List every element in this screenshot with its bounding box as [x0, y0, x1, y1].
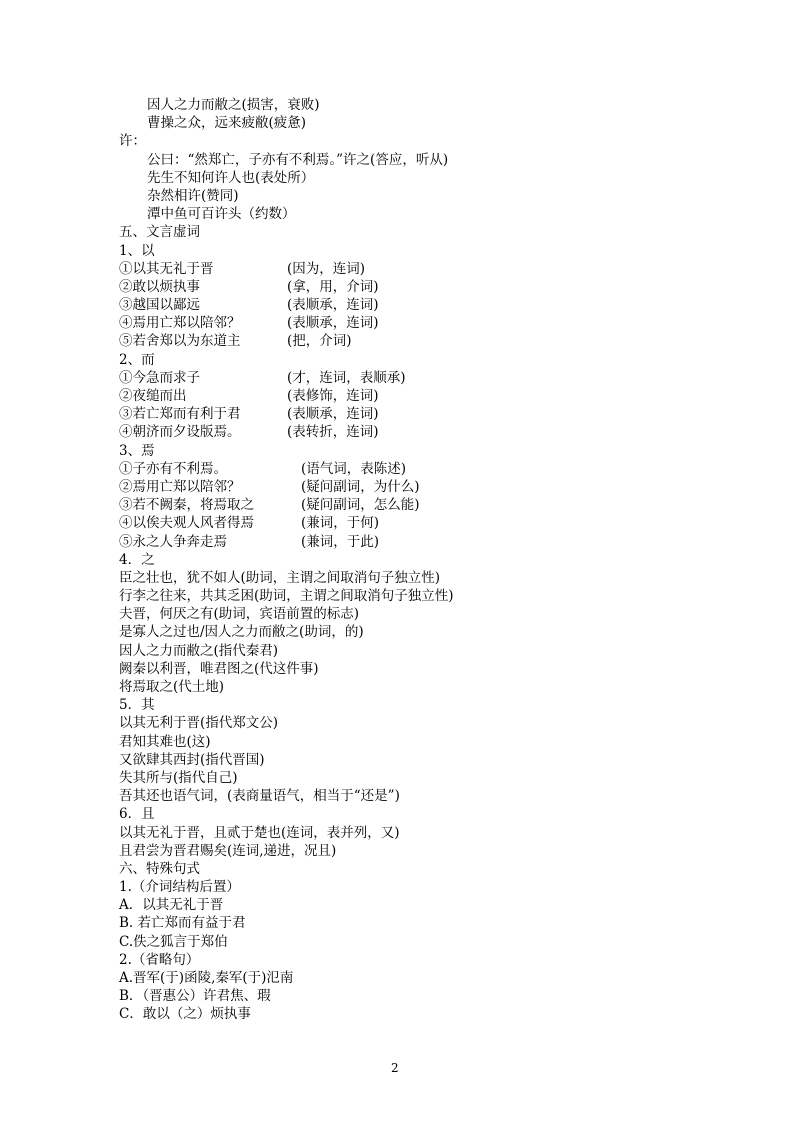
text-line: 夫晋，何厌之有(助词，宾语前置的标志) [119, 606, 360, 623]
text-line: 杂然相许(赞同) [147, 187, 239, 204]
subsection-heading: 2、而 [119, 351, 155, 368]
list-item [119, 314, 719, 332]
text-line: 因人之力而敝之(损害，衰败) [147, 97, 320, 113]
example-sentence: ④朝济而夕设版焉。 [119, 424, 241, 441]
text-line: 是寡人之过也/因人之力而敝之(助词，的) [119, 624, 364, 641]
list-item [119, 496, 719, 514]
list-item [119, 423, 719, 441]
text-line: B．（晋惠公）许君焦、瑕 [119, 988, 271, 1005]
example-sentence: ④焉用亡郑以陪邻？ [119, 315, 241, 332]
subsection-heading: 3、焉 [119, 442, 155, 459]
text-line: 且君尝为晋君赐矣(连词,递进，况且) [119, 842, 337, 859]
text-line: 吾其还也语气词，(表商量语气，相当于“还是”) [119, 788, 400, 805]
list-item [119, 460, 719, 478]
text-line: 失其所与(指代自己) [119, 769, 238, 786]
text-line: C.佚之狐言于郑伯 [119, 933, 228, 950]
section-heading: 六、特殊句式 [119, 860, 200, 877]
example-sentence: ③若不阙秦，将焉取之 [119, 497, 254, 514]
subsection-heading: 4．之 [119, 551, 155, 568]
list-item [119, 332, 719, 350]
example-sentence: ②焉用亡郑以陪邻？ [119, 478, 241, 495]
subsection-heading: 5．其 [119, 697, 155, 714]
text-line: 臣之壮也，犹不如人(助词，主谓之间取消句子独立性) [119, 569, 441, 586]
text-line: 曹操之众，远来疲敝(疲惫) [147, 115, 307, 132]
example-sentence: ②敢以烦执事 [119, 278, 200, 295]
text-line: C．敢以（之）烦执事 [119, 1006, 251, 1023]
example-sentence: ③越国以鄙远 [119, 297, 200, 314]
explanation: (把，介词) [287, 333, 352, 350]
example-sentence: ⑤永之人争奔走焉 [119, 533, 227, 550]
subsection-heading: 1.（介词结构后置） [119, 879, 240, 896]
example-sentence: ③若亡郑而有利于君 [119, 406, 241, 423]
explanation: (表顺承，连词) [287, 315, 379, 332]
list-item [119, 514, 719, 532]
text-line: 行李之往来，共其乏困(助词，主谓之间取消句子独立性) [119, 588, 454, 605]
list-item [119, 533, 719, 551]
text-line: A.晋军(于)函陵,秦军(于)氾南 [119, 970, 294, 986]
subsection-heading: 2.（省略句） [119, 951, 200, 968]
explanation: (疑问副词，为什么) [301, 478, 420, 495]
example-sentence: ①今急而求子 [119, 369, 200, 386]
explanation: (语气词，表陈述) [301, 460, 407, 477]
text-line: 因人之力而敝之(指代秦君) [119, 642, 279, 659]
explanation: (表顺承，连词) [287, 297, 379, 314]
explanation: (才，连词，表顺承) [287, 369, 406, 386]
text-line: 潭中鱼可百许头（约数） [147, 206, 296, 223]
text-line: B. 若亡郑而有益于君 [119, 915, 246, 932]
explanation: (拿，用，介词) [287, 278, 379, 295]
text-line: 先生不知何许人也(表处所） [147, 169, 315, 186]
example-sentence: ⑤若舍郑以为东道主 [119, 333, 241, 350]
subsection-heading: 1、以 [119, 242, 155, 259]
explanation: (表顺承，连词) [287, 406, 379, 423]
xu-heading: 许： [119, 133, 146, 150]
list-item [119, 387, 719, 405]
text-line: 阙秦以利晋，唯君图之(代这件事) [119, 660, 319, 677]
text-line: 将焉取之(代土地) [119, 679, 225, 695]
explanation: (表转折，连词) [287, 424, 379, 441]
list-item [119, 369, 719, 387]
text-line: 公曰：“然郑亡，子亦有不利焉。”许之(答应，听从) [147, 151, 449, 168]
explanation: (疑问副词，怎么能) [301, 497, 420, 514]
explanation: (兼词，于何) [301, 515, 380, 532]
text-line: A．以其无礼于晋 [119, 897, 224, 914]
list-item [119, 278, 719, 296]
example-sentence: ①子亦有不利焉。 [119, 460, 227, 477]
list-item [119, 296, 719, 314]
example-sentence: ②夜缒而出 [119, 388, 187, 404]
page-number: 2 [391, 1061, 399, 1075]
list-item [119, 478, 719, 496]
section-heading: 五、文言虚词 [119, 224, 200, 241]
list-item [119, 260, 719, 278]
example-sentence: ④以俟夫观人风者得焉 [119, 515, 254, 532]
explanation: (表修饰，连词) [287, 388, 379, 404]
example-sentence: ①以其无礼于晋 [119, 260, 214, 277]
text-line: 君知其难也(这) [119, 733, 211, 750]
text-line: 以其无利于晋(指代郑文公) [119, 715, 279, 732]
document-content [119, 96, 719, 1024]
explanation: (因为，连词) [287, 260, 366, 277]
text-line: 以其无礼于晋，且贰于楚也(连词，表并列，又) [119, 824, 400, 841]
text-line: 又欲肆其西封(指代晋国) [119, 751, 265, 768]
explanation: (兼词，于此) [301, 533, 380, 550]
subsection-heading: 6．且 [119, 806, 155, 823]
list-item [119, 405, 719, 423]
